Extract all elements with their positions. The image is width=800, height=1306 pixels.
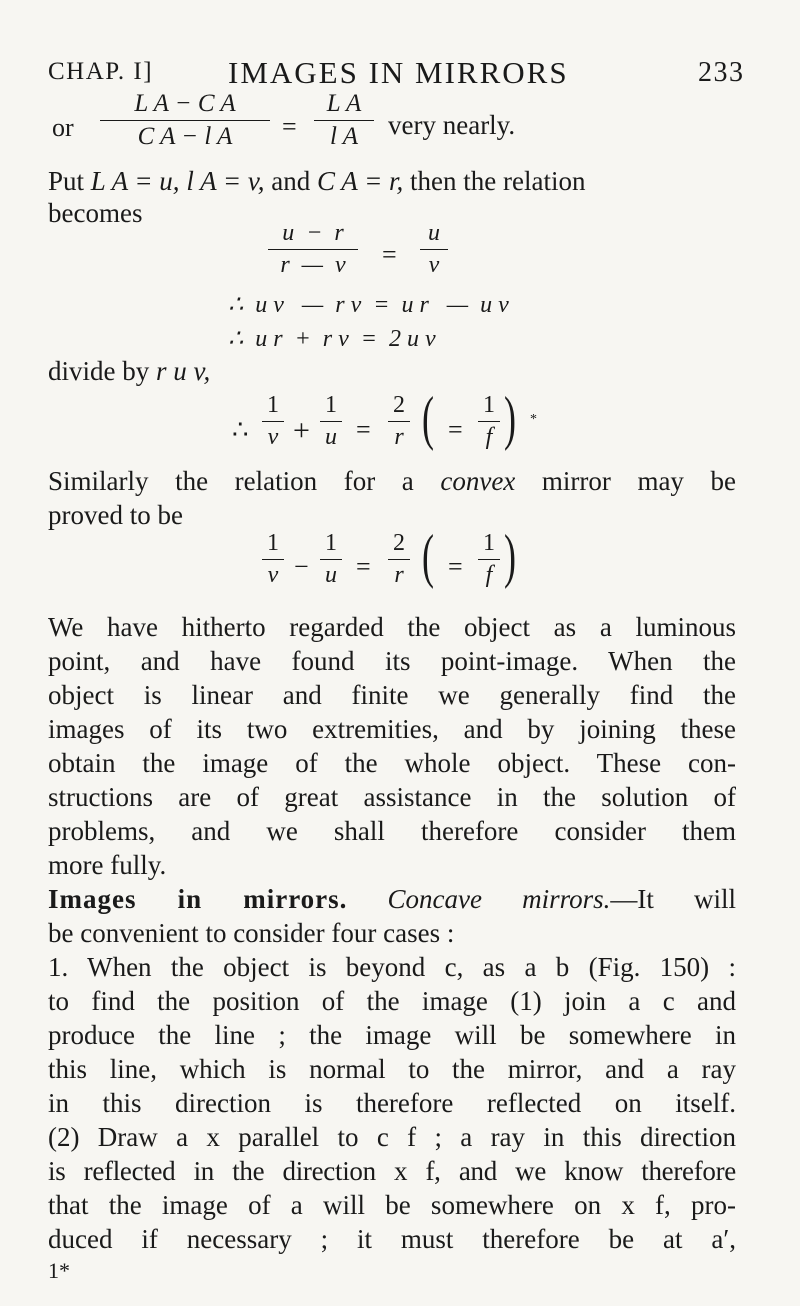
- eq5-frac-u-den: u: [325, 424, 337, 450]
- divide-text: divide by: [48, 356, 150, 386]
- la-symbol: L A: [90, 166, 128, 196]
- section-subheading: Concave mirrors.: [347, 884, 611, 914]
- para2-line: 1. When the object is beyond c, as a b (Fig. 150) :: [48, 952, 736, 982]
- eq1-right-numerator: L A: [326, 90, 362, 117]
- eq5-equals-2: =: [448, 415, 463, 444]
- para2-line: this line, which is normal to the mirror, and a ray: [48, 1054, 736, 1084]
- eq6-frac-r-bar: [388, 559, 410, 560]
- section-heading: Images in mirrors.: [48, 884, 348, 914]
- section-line-2: be convenient to consider four cases :: [48, 918, 455, 948]
- eq6-frac-u-bar: [320, 559, 342, 560]
- para1-line: structions are of great assistance in the solution of: [48, 782, 736, 812]
- eq-r: = r,: [357, 166, 404, 196]
- eq6-frac-u-den: u: [325, 562, 337, 588]
- eq5-frac-v-num: 1: [267, 392, 279, 418]
- eq5-equals: =: [356, 415, 371, 444]
- eq6-frac-r: [388, 530, 410, 589]
- eq6-frac-f-bar: [478, 559, 500, 560]
- eq5-frac-r: [388, 392, 410, 451]
- eq2-left-numerator: u − r: [282, 220, 344, 246]
- equation-4: ∴ u r + r v = 2 u v: [228, 326, 436, 352]
- eq1-right-fraction: [314, 90, 374, 151]
- eq6-frac-v: [262, 530, 284, 589]
- para1-line: object is linear and finite we generally find the: [48, 680, 736, 710]
- eq1-right-bar: [314, 120, 374, 121]
- para2-line: (2) Draw a x parallel to c f ; a ray in this direction: [48, 1122, 736, 1152]
- para1-line: more fully.: [48, 850, 167, 880]
- eq5-frac-f-bar: [478, 421, 500, 422]
- eq2-left-bar: [268, 249, 358, 250]
- eq1-right-denominator: l A: [329, 123, 358, 150]
- para1-line: obtain the image of the whole object. These con-: [48, 748, 736, 778]
- eq5-plus: +: [293, 414, 310, 447]
- divide-vars: r u v,: [149, 356, 211, 386]
- eq5-frac-v-bar: [262, 421, 284, 422]
- eq6-frac-f-num: 1: [483, 530, 495, 556]
- eq5-frac-v: [262, 392, 284, 451]
- chapter-label: CHAP. I]: [48, 58, 154, 85]
- eq2-right-numerator: u: [428, 220, 440, 246]
- eq5-frac-f-den: f: [485, 424, 493, 450]
- para1-line: problems, and we shall therefore consider them: [48, 816, 736, 846]
- eq6-equals: =: [356, 552, 371, 581]
- eq5-frac-u-bar: [320, 421, 342, 422]
- eq6-left-paren: (: [421, 523, 434, 589]
- eq6-frac-r-num: 2: [393, 530, 405, 556]
- para2-line: produce the line ; the image will be somewhere in: [48, 1020, 736, 1050]
- becomes-line: becomes: [48, 198, 143, 228]
- eq6-minus: −: [294, 552, 309, 581]
- eq1-left-numerator: L A − C A: [134, 90, 236, 117]
- equation-3: ∴ u v — r v = u r — u v: [228, 292, 509, 318]
- eq2-right-bar: [420, 249, 448, 250]
- para2-line: that the image of a will be somewhere on x f, pro-: [48, 1190, 736, 1220]
- eq5-frac-f-num: 1: [483, 392, 495, 418]
- page-title: IMAGES IN MIRRORS: [228, 55, 569, 90]
- para2-line: is reflected in the direction x f, and we know therefore: [48, 1156, 736, 1186]
- eq6-frac-f-den: f: [485, 562, 493, 588]
- eq2-right-denominator: v: [428, 252, 440, 278]
- eq-u: = u,: [127, 166, 180, 196]
- convex-word: convex: [413, 466, 516, 496]
- eq6-equals-2: =: [448, 552, 463, 581]
- eq5-frac-r-bar: [388, 421, 410, 422]
- eq1-prefix: or: [52, 113, 74, 142]
- similarly-text-c: mirror may be: [515, 466, 737, 496]
- eq5-frac-u-num: 1: [325, 392, 337, 418]
- eq5-frac-v-den: v: [267, 424, 279, 450]
- eq5-left-paren: (: [421, 385, 434, 451]
- para2-line: in this direction is therefore reflected on itself.: [48, 1088, 736, 1118]
- eq5-frac-f: [478, 392, 500, 451]
- eq6-right-paren: ): [503, 523, 516, 589]
- eq6-frac-r-den: r: [394, 562, 404, 588]
- similarly-line-2: proved to be: [48, 500, 183, 530]
- eq1-left-fraction: [100, 90, 270, 151]
- para2-line: duced if necessary ; it must therefore be at a′,: [48, 1224, 736, 1254]
- put-line: [48, 166, 736, 197]
- eq6-frac-u-num: 1: [325, 530, 337, 556]
- para1-line: images of its two extremities, and by joining these: [48, 714, 736, 744]
- eq1-left-bar: [100, 120, 270, 121]
- similarly-text-a: Similarly the relation for a: [48, 466, 414, 496]
- section-rest: —It will: [610, 884, 736, 914]
- then-text: then the relation: [403, 166, 586, 196]
- section-heading-line: [48, 884, 736, 915]
- page-number: 233: [698, 57, 745, 88]
- para2-line: to find the position of the image (1) join a c and: [48, 986, 736, 1016]
- eq2-left-fraction: [268, 220, 358, 279]
- divide-line: [48, 356, 736, 387]
- eq6-frac-v-bar: [262, 559, 284, 560]
- eq5-right-paren: ): [503, 385, 516, 451]
- and-word: and: [264, 166, 311, 196]
- eq6-frac-v-num: 1: [267, 530, 279, 556]
- eq5-frac-u: [320, 392, 342, 451]
- eq6-frac-v-den: v: [267, 562, 279, 588]
- eq1-left-denominator: C A − l A: [137, 123, 233, 150]
- eq6-frac-f: [478, 530, 500, 589]
- eq1-suffix: very nearly.: [388, 110, 516, 140]
- eq5-therefore: ∴: [232, 415, 249, 444]
- para1-line: We have hitherto regarded the object as a luminous: [48, 612, 736, 642]
- eq1-equals: =: [282, 112, 297, 141]
- eq2-right-fraction: [420, 220, 448, 279]
- similarly-line-1: [48, 466, 736, 497]
- la2-symbol: l A: [179, 166, 217, 196]
- eq2-equals: =: [382, 240, 397, 269]
- eq5-frac-r-num: 2: [393, 392, 405, 418]
- para1-line: point, and have found its point-image. When the: [48, 646, 736, 676]
- eq-v: = v,: [216, 166, 265, 196]
- ca-symbol: C A: [310, 166, 358, 196]
- eq6-frac-u: [320, 530, 342, 589]
- put-word: Put: [48, 166, 85, 196]
- signature-mark: 1*: [48, 1258, 70, 1283]
- eq5-frac-r-den: r: [394, 424, 404, 450]
- eq2-left-denominator: r — v: [280, 252, 346, 278]
- eq5-star: *: [530, 412, 537, 427]
